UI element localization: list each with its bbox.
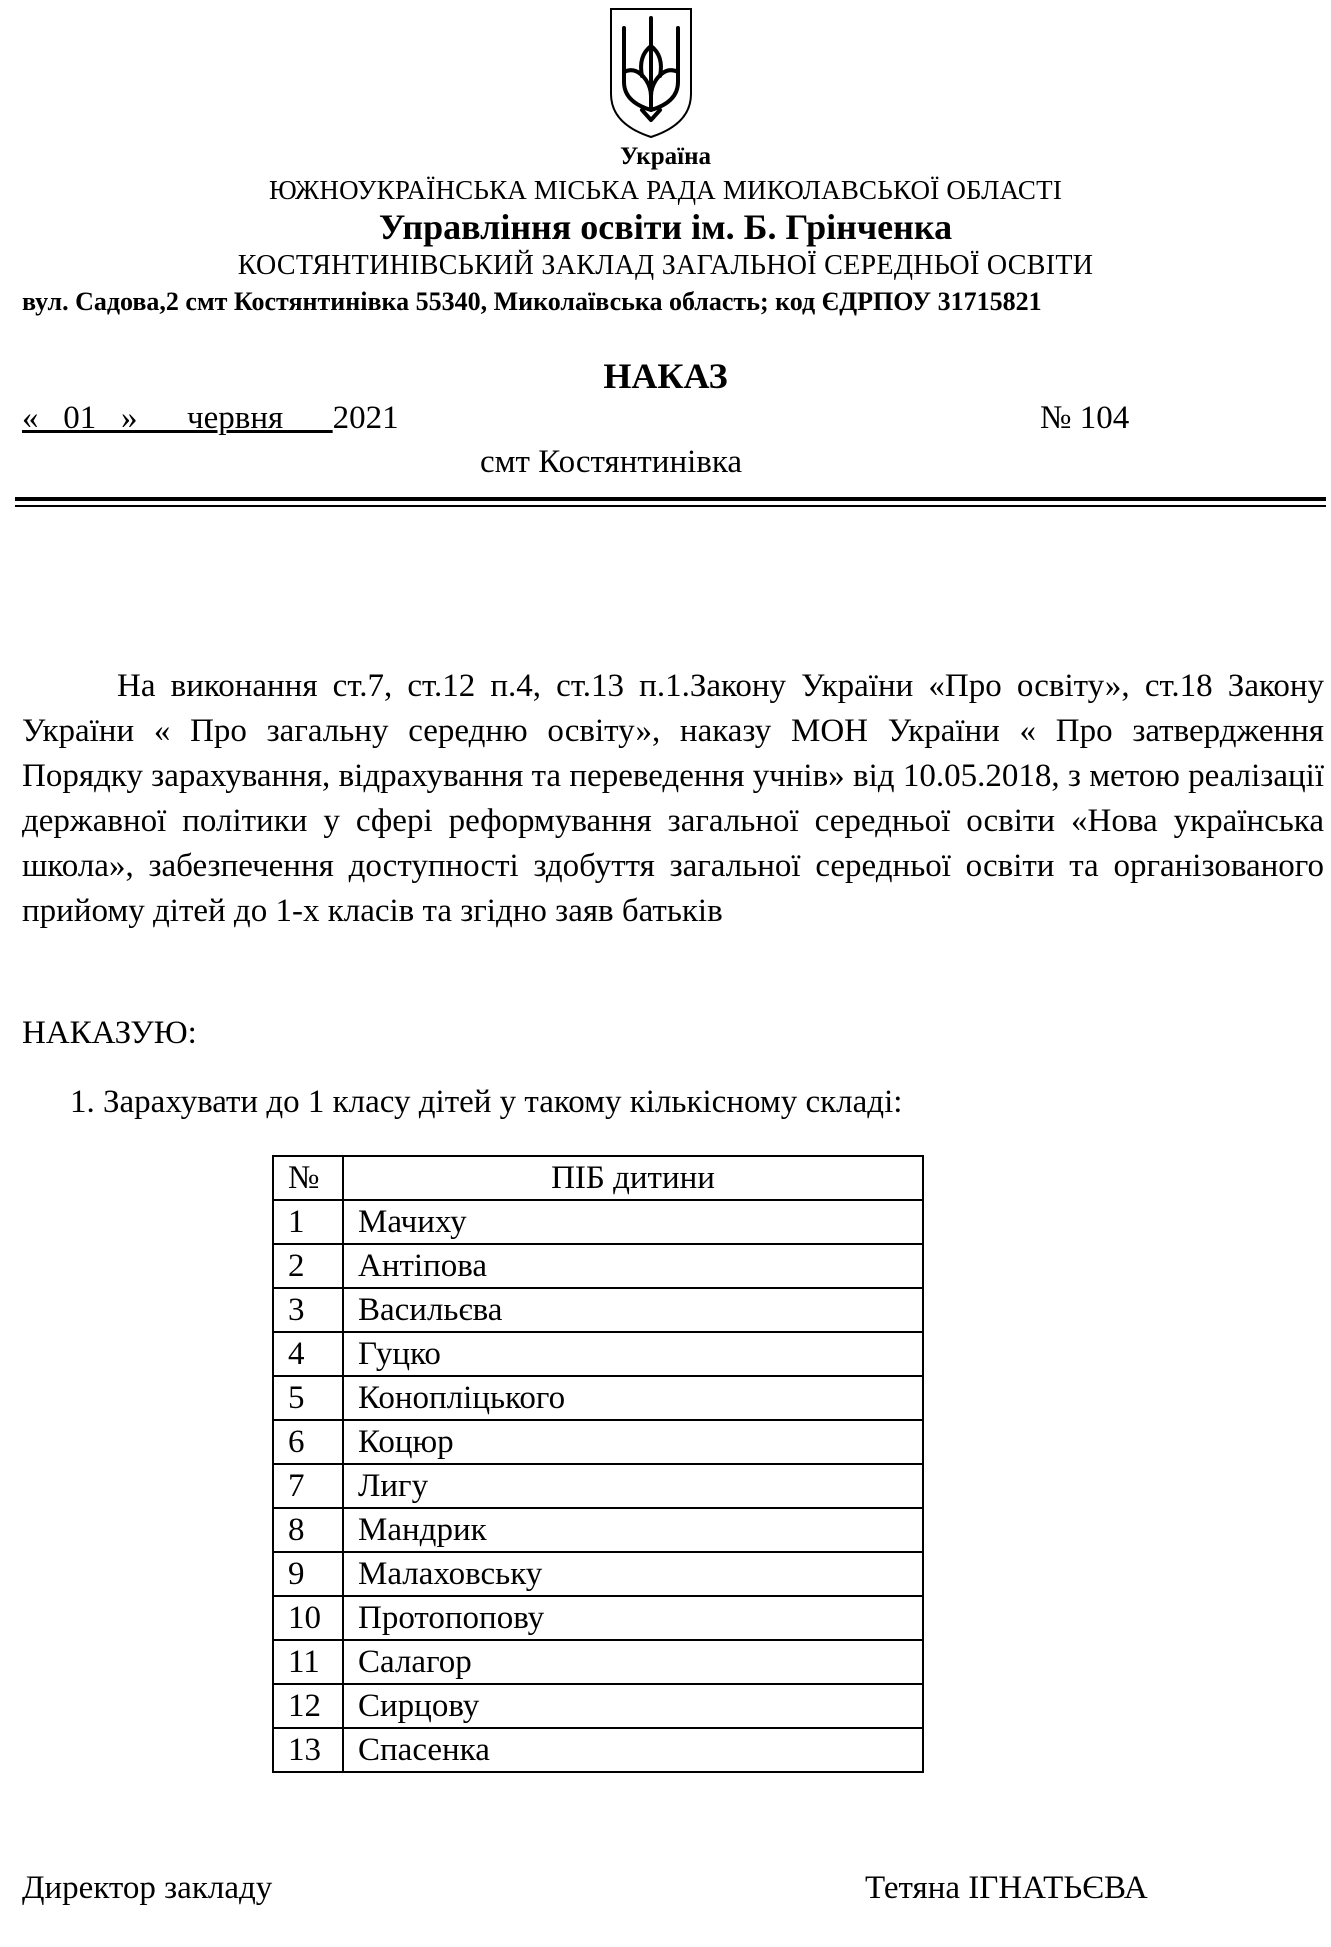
row-number: 8 (273, 1508, 343, 1552)
row-number: 13 (273, 1728, 343, 1772)
table-row (273, 1420, 923, 1464)
order-item-1: 1. Зарахувати до 1 класу дітей у такому кількісному складі: (70, 1084, 903, 1120)
order-place: смт Костянтинівка (480, 444, 743, 480)
row-number: 5 (273, 1376, 343, 1420)
child-name: Протопопову (343, 1596, 923, 1640)
order-word: НАКАЗУЮ: (22, 1015, 197, 1051)
column-header-number: № (273, 1156, 343, 1200)
signer-name: Тетяна ІГНАТЬЄВА (865, 1870, 1148, 1906)
row-number: 4 (273, 1332, 343, 1376)
children-table (272, 1155, 924, 1773)
signer-role: Директор закладу (22, 1870, 273, 1906)
row-number: 6 (273, 1420, 343, 1464)
child-name: Лигу (343, 1464, 923, 1508)
order-date-year: 2021 (332, 400, 399, 436)
table-row (273, 1640, 923, 1684)
row-number: 11 (273, 1640, 343, 1684)
school-name: КОСТЯНТИНІВСЬКИЙ ЗАКЛАД ЗАГАЛЬНОЇ СЕРЕДНЬОЇ ОСВІТИ (237, 250, 1094, 281)
country-label: Україна (620, 143, 711, 170)
table-row (273, 1376, 923, 1420)
child-name: Спасенка (343, 1728, 923, 1772)
table-row (273, 1728, 923, 1772)
child-name: Салагор (343, 1640, 923, 1684)
table-row (273, 1332, 923, 1376)
child-name: Васильєва (343, 1288, 923, 1332)
table-row (273, 1552, 923, 1596)
order-date (22, 400, 399, 437)
child-name: Мандрик (343, 1508, 923, 1552)
table-row (273, 1464, 923, 1508)
row-number: 7 (273, 1464, 343, 1508)
table-row (273, 1200, 923, 1244)
row-number: 12 (273, 1684, 343, 1728)
table-row (273, 1244, 923, 1288)
header-divider-thin (15, 505, 1326, 507)
order-date-day-month: « 01 » червня (22, 400, 333, 436)
row-number: 1 (273, 1200, 343, 1244)
child-name: Гуцко (343, 1332, 923, 1376)
child-name: Конопліцького (343, 1376, 923, 1420)
table-row (273, 1508, 923, 1552)
row-number: 10 (273, 1596, 343, 1640)
table-row (273, 1684, 923, 1728)
child-name: Коцюр (343, 1420, 923, 1464)
preamble-text: На виконання ст.7, ст.12 п.4, ст.13 п.1.Закону України «Про освіту», ст.18 Закону України « Про загальну середню освіту», наказу МОН України « Про затвердження Порядку зарахування, відрахування та переведення учнів» від 10.05.2018, з метою реалізації державної політики у сфері реформування загальної середньої освіти «Нова українська школа», забезпечення доступності здобуття загальної середньої освіти та організованого прийому дітей до 1-х класів та згідно заяв батьків (22, 668, 1324, 929)
table-header-row (273, 1156, 923, 1200)
trident-coat-of-arms-icon (608, 6, 694, 140)
order-title: НАКАЗ (603, 356, 728, 396)
council-name: ЮЖНОУКРАЇНСЬКА МІСЬКА РАДА МИКОЛАВСЬКОЇ ОБЛАСТІ (268, 175, 1063, 205)
row-number: 2 (273, 1244, 343, 1288)
row-number: 9 (273, 1552, 343, 1596)
child-name: Антіпова (343, 1244, 923, 1288)
school-address: вул. Садова,2 смт Костянтинівка 55340, Миколаївська область; код ЄДРПОУ 31715821 (22, 287, 1042, 316)
table-row (273, 1288, 923, 1332)
child-name: Сирцову (343, 1684, 923, 1728)
child-name: Малаховську (343, 1552, 923, 1596)
order-number: № 104 (1040, 400, 1130, 436)
department-name: Управління освіти ім. Б. Грінченка (378, 207, 953, 247)
preamble-paragraph (22, 664, 1324, 934)
column-header-name: ПІБ дитини (343, 1156, 923, 1200)
header-divider-thick (15, 497, 1326, 501)
row-number: 3 (273, 1288, 343, 1332)
child-name: Мачиху (343, 1200, 923, 1244)
table-row (273, 1596, 923, 1640)
